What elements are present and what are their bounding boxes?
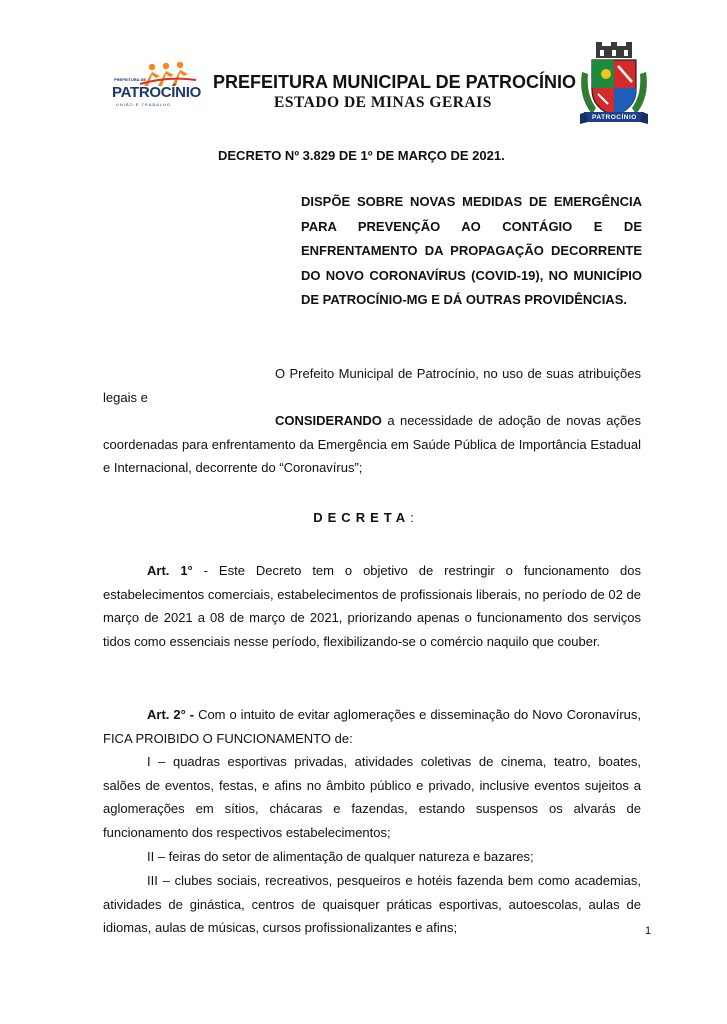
considerando-label: CONSIDERANDO [275, 413, 382, 428]
header-title: PREFEITURA MUNICIPAL DE PATROCÍNIO [213, 72, 577, 92]
inciso-3: III – clubes sociais, recreativos, pesqueiros e hotéis fazenda bem como academias, atividades de ginástica, centros de quaisquer práticas esportivas, autoescolas, aulas de idiomas, aulas de músicas, cursos profissionalizantes e afins; [103, 873, 641, 936]
article-2-label: Art. 2° - [147, 707, 195, 722]
logo-tagline: UNIÃO E TRABALHO [116, 102, 172, 107]
header-subtitle: ESTADO DE MINAS GERAIS [274, 94, 492, 111]
inciso-2: II – feiras do setor de alimentação de qualquer natureza e bazares; [147, 849, 534, 864]
logo-brand-text: PATROCÍNIO [112, 84, 201, 101]
inciso-1: I – quadras esportivas privadas, atividades coletivas de cinema, teatro, boates, salões de eventos, festas, e afins no âmbito público e privado, inclusive eventos sujeitos a aglomerações em sítios, chácaras e fazendas, estando suspensos os alvarás de funcionamento dos respectivos estabelecimentos; [103, 754, 641, 840]
article-1-label: Art. 1° [147, 563, 193, 578]
decree-ementa: DISPÕE SOBRE NOVAS MEDIDAS DE EMERGÊNCIA PARA PREVENÇÃO AO CONTÁGIO E DE ENFRENTAMENTO DA PROPAGAÇÃO DECORRENTE DO NOVO CORONAVÍRUS (COVID-19), NO MUNICÍPIO DE PATROCÍNIO-MG E DÁ OUTRAS PROVIDÊNCIAS. [301, 194, 642, 307]
decreta-heading [0, 510, 727, 525]
decreta-colon: : [410, 510, 414, 525]
crest-ribbon-text: PATROCÍNIO [592, 114, 637, 121]
article-2-text: Com o intuito de evitar aglomerações e disseminação do Novo Coronavírus, FICA PROIBIDO O FUNCIONAMENTO de: [103, 707, 641, 746]
decree-title: DECRETO Nº 3.829 DE 1º DE MARÇO DE 2021. [218, 148, 505, 163]
considerando-text: a necessidade de adoção de novas ações coordenadas para enfrentamento da Emergência em Saúde Pública de Importância Estadual e Internacional, decorrente do “Coronavírus”; [103, 413, 641, 476]
article-1 [103, 559, 641, 653]
preamble-paragraph: O Prefeito Municipal de Patrocínio, no uso de suas atribuições legais e [103, 366, 641, 405]
article-2 [103, 703, 641, 750]
considerando-paragraph [103, 409, 641, 480]
article-1-text: - Este Decreto tem o objetivo de restringir o funcionamento dos estabelecimentos comerciais, estabelecimentos de profissionais liberais, no período de 02 de março de 2021 a 08 de março de 2021, priorizando apenas o funcionamento dos serviços tidos como essenciais nesse período, flexibilizando-se o comércio naquilo que couber. [103, 563, 641, 649]
page-number: 1 [645, 925, 652, 937]
prefeitura-logo [112, 62, 200, 106]
decreta-label: DECRETA [313, 510, 411, 525]
logo-small-text: PREFEITURA DE [114, 77, 147, 82]
